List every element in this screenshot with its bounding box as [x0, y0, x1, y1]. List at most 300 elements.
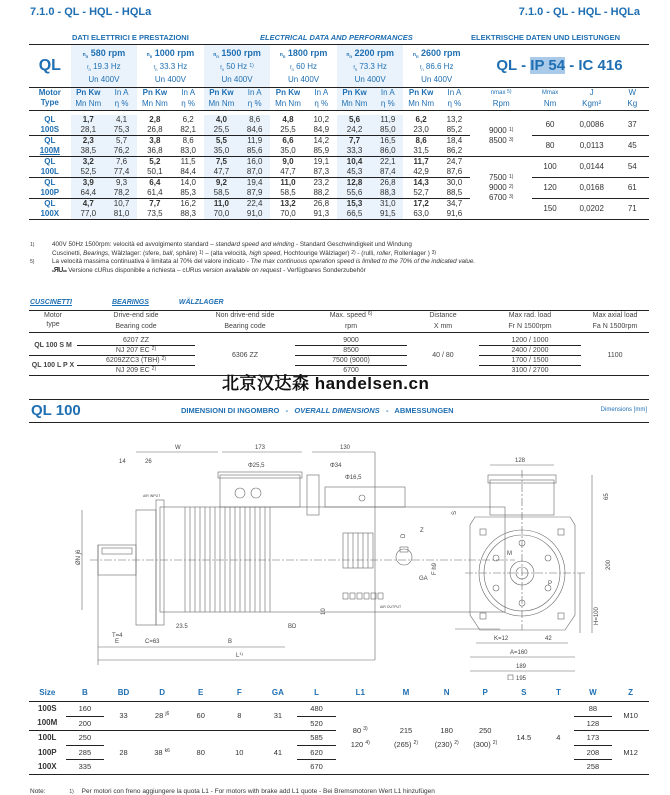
ga-cell: 41 — [273, 747, 283, 757]
in-value: 26,8 — [313, 199, 330, 208]
label-10: 10 — [321, 608, 327, 615]
b-cell: 285 — [66, 745, 105, 760]
bearings-heading-en: BEARINGS — [111, 299, 149, 306]
bearings-headings — [30, 299, 224, 306]
bearing-row — [29, 356, 649, 366]
dimensions-unit: Dimensions [mm] — [600, 407, 647, 413]
electrical-row — [29, 178, 649, 189]
pn-value: 4,0 — [204, 115, 239, 125]
in-value: 8,6 — [182, 136, 194, 145]
label-200: 200 — [606, 559, 612, 570]
rad-load: 3100 / 2700 — [511, 367, 549, 374]
label-m: M — [507, 551, 512, 557]
footnote-text-de: - Standard Geschwindigkeit und Windung — [294, 241, 412, 248]
col-pn: Pn Kw — [142, 88, 168, 97]
pn-value: 10,4 — [337, 157, 372, 168]
mn-value: 63,0 — [413, 209, 429, 218]
w-cell: 208 — [574, 745, 613, 760]
eta-value: 82,1 — [180, 125, 196, 134]
eta-value: 87,3 — [313, 167, 330, 176]
non-drive-end-code: 6306 ZZ — [231, 352, 259, 359]
tolerance: j6 — [165, 711, 170, 718]
footnote-ref: 3) — [508, 194, 514, 200]
rad-load: 2400 / 2000 — [479, 346, 581, 356]
pn-value: 5,6 — [337, 115, 372, 125]
w-cell: 173 — [574, 731, 613, 746]
m-cell-alt: (265) — [393, 739, 412, 749]
footnote-mark: 5) — [30, 259, 35, 265]
separator: - — [385, 406, 389, 415]
freq-row: $f_n$ 19.3 Hz $f_n$ 33.3 Hz $f_n$ 50 Hz $^{1)}$ $f_n$ 60 Hz $f_n$ 73.3 Hz $f_n$ 86.6 Hz — [29, 62, 649, 75]
bearing-row — [29, 336, 649, 346]
pn-value: 5,5 — [204, 136, 239, 147]
mn-value: 70,0 — [280, 209, 296, 218]
col-eta: η % — [314, 99, 329, 108]
curus-logo-icon: cЯUus — [52, 266, 67, 274]
col-in: In A — [447, 88, 462, 97]
mn-value: 47,7 — [204, 167, 239, 178]
label-ga: GA — [419, 576, 428, 582]
key — [102, 548, 132, 554]
eta-value: 88,2 — [313, 188, 330, 197]
z-cell: M12 — [623, 747, 638, 757]
mn-value: 70,0 — [204, 209, 239, 220]
footnote-ref: 4) — [365, 739, 370, 746]
nmax-rpm: 8500 — [488, 135, 507, 145]
pn-value: 9,2 — [204, 178, 239, 189]
n-cell-alt: (230) — [434, 739, 453, 749]
electrical-heading-de: ELEKTRISCHE DATEN UND LEISTUNGEN — [471, 33, 621, 42]
in-value: 10,2 — [313, 115, 330, 124]
col-pn: Pn Kw — [275, 88, 301, 97]
nmax-value — [470, 183, 532, 193]
max-speed: 7500 (9000) — [295, 356, 407, 366]
col-in: In A — [372, 88, 403, 99]
nmax-rpm: 6700 — [488, 193, 507, 202]
l-cell: 585 — [297, 731, 336, 746]
mn-value: 35,0 — [204, 146, 239, 157]
nmax-rpm: 7500 — [488, 173, 507, 182]
col-t: T — [555, 688, 561, 697]
drive-end-code: NJ 209 EC — [115, 367, 150, 374]
in-value: 10,7 — [106, 199, 137, 210]
in-value: 16,0 — [239, 157, 270, 168]
fn-part: version available on request — [203, 266, 282, 274]
l1-cell: 80 — [352, 726, 362, 736]
motor-size: 100X — [40, 209, 60, 218]
label-p: P — [548, 581, 553, 587]
col-mn: Mn Nm — [275, 99, 301, 108]
col-type: Type — [40, 98, 59, 107]
f-cell: 10 — [235, 747, 244, 757]
speed-freq: 60 Hz — [296, 62, 317, 71]
col-l: L — [314, 688, 319, 697]
axial-load: 1100 — [607, 352, 623, 359]
col-max-speed: Max. speed — [329, 312, 366, 319]
col-in: In A — [181, 88, 196, 97]
bearings-heading-de: WÄLZLAGER — [178, 299, 224, 306]
eta-value: 85,3 — [180, 188, 196, 197]
speed-col-5: $n_n$ 2600 rpm — [412, 48, 461, 59]
e-cell: 80 — [196, 747, 205, 757]
speed-freq: 19.3 Hz — [93, 62, 121, 71]
footnote-1 — [30, 241, 650, 250]
label-130: 130 — [340, 445, 351, 451]
l-cell: 620 — [297, 745, 336, 760]
bd-cell: 28 — [119, 747, 128, 757]
eta-value: 84,4 — [180, 167, 196, 176]
eta-value: 87,0 — [239, 167, 270, 178]
eta-value: 77,4 — [106, 167, 137, 178]
eta-value: 88,5 — [446, 188, 463, 197]
speed-rpm: 1800 rpm — [287, 48, 328, 58]
mn-value: 25,5 — [204, 125, 239, 136]
n-cell: 180 — [440, 726, 453, 736]
speed-rpm: 2600 rpm — [421, 48, 461, 58]
label-bd: BD — [288, 624, 297, 630]
in-value: 19,1 — [313, 157, 330, 166]
vent-slots — [343, 593, 383, 599]
dimensions-heading-de: ABMESSUNGEN — [394, 406, 454, 415]
label-189: 189 — [516, 664, 527, 670]
speed-col-4: $n_n$ 2200 rpm — [337, 45, 404, 63]
z-cell: M10 — [612, 702, 649, 731]
in-value: 14,2 — [313, 136, 330, 145]
label-s: S — [452, 510, 458, 515]
col-xmm: X mm — [433, 322, 453, 330]
size-cell: 100P — [37, 747, 57, 757]
motor-type: QL — [44, 115, 56, 124]
mmax-value: 60 — [532, 115, 567, 136]
b-cell: 335 — [78, 762, 92, 771]
footnote-ref: 1) — [239, 651, 243, 656]
j-value: 0,0086 — [568, 115, 616, 136]
separator: - — [285, 406, 289, 415]
pn-value: 15,3 — [337, 199, 372, 210]
in-value: 7,6 — [106, 157, 137, 168]
mn-value: 77,0 — [71, 209, 106, 220]
j-value: 0,0202 — [568, 199, 616, 220]
col-w: W — [628, 88, 637, 97]
col-non-drive-end: Non drive-end side — [215, 312, 275, 319]
speed-voltage: Un 400V — [154, 75, 187, 84]
label-65: 65 — [604, 493, 610, 500]
label-195: 195 — [516, 676, 527, 680]
col-bearing-code: Bearing code — [115, 322, 157, 330]
eta-value: 87,4 — [372, 167, 403, 178]
eta-value: 91,6 — [446, 209, 463, 218]
footnote-5 — [30, 258, 650, 267]
pn-value: 5,2 — [149, 157, 161, 166]
label-26: 26 — [145, 459, 152, 465]
footnote-ref: 2) — [508, 184, 514, 190]
pn-value: 6,4 — [149, 178, 161, 187]
col-kgm2: Kgm² — [582, 99, 602, 108]
mn-value: 26,8 — [147, 125, 163, 134]
footnote-ref: 2) — [151, 366, 157, 372]
in-value: 34,7 — [446, 199, 463, 208]
w-cell: 258 — [586, 762, 600, 771]
size-cell: 100M — [29, 716, 66, 731]
col-mn: Mn Nm — [204, 98, 239, 111]
label-n: ØN j6 — [76, 549, 82, 565]
shaft-section — [396, 549, 412, 565]
eta-value: 91,5 — [372, 209, 403, 220]
j-value: 0,0113 — [568, 136, 616, 157]
footnote-ref: 2) — [161, 356, 167, 362]
col-mn: Mn Nm — [141, 99, 168, 108]
col-z: Z — [628, 688, 634, 697]
col-eta: η % — [181, 99, 196, 108]
col-eta: η % — [447, 99, 462, 108]
footnote-ref: 5) — [507, 89, 512, 95]
label-b: B — [228, 639, 233, 645]
eta-value: 85,2 — [446, 125, 463, 134]
col-eta: η % — [106, 98, 137, 111]
col-nmax: nmax — [490, 90, 506, 96]
pn-value: 12,8 — [337, 178, 372, 189]
w-cell: 88 — [574, 702, 613, 717]
electrical-row — [29, 157, 649, 168]
mn-value: 55,6 — [337, 188, 372, 199]
in-value: 4,1 — [106, 115, 137, 125]
fn-part: , sphäre) — [172, 249, 200, 257]
protection-ip: IP 54 — [530, 57, 566, 74]
col-pn: Pn Kw — [408, 88, 434, 97]
fn-part: ball — [162, 249, 173, 257]
nmax-value — [470, 126, 532, 136]
mn-value: 52,5 — [71, 167, 106, 178]
fn-part: high speed — [249, 249, 281, 257]
electrical-heading-en: ELECTRICAL DATA AND PERFORMANCES — [260, 33, 413, 42]
bearings-heading-it: CUSCINETTI — [30, 299, 72, 306]
in-value: 30,0 — [446, 178, 463, 187]
in-value: 16,2 — [180, 199, 196, 208]
speed-voltage: Un 400V — [288, 75, 320, 84]
in-value: 6,2 — [182, 115, 194, 124]
footnote-ref: 2) — [454, 739, 459, 746]
nmax-value — [470, 193, 532, 203]
pn-value: 9,0 — [282, 157, 294, 166]
motor-type: QL — [44, 157, 56, 166]
pn-value: 1,7 — [71, 115, 106, 125]
mn-value: 58,5 — [204, 188, 239, 199]
footnote-ref: 2) — [413, 739, 418, 746]
eta-value: 84,9 — [313, 125, 330, 134]
label-l: L — [236, 653, 240, 659]
footnote-ref: 1) — [199, 249, 204, 256]
mn-value: 38,5 — [71, 146, 106, 157]
j-value: 0,0168 — [568, 178, 616, 199]
pn-value: 11,0 — [280, 178, 296, 187]
in-value: 22,4 — [239, 199, 270, 210]
label-173: 173 — [255, 445, 266, 451]
nmax-value — [470, 173, 532, 183]
footnote-ref: 3) — [431, 249, 437, 256]
motor-type: QL — [44, 178, 56, 187]
dimensions-heading-it: DIMENSIONI DI INGOMBRO — [181, 406, 280, 415]
drive-end-code: NJ 207 EC — [115, 347, 150, 354]
cooling-fins — [185, 507, 270, 612]
col-in: In A — [239, 88, 270, 99]
footnote-ref: 2) — [351, 249, 356, 256]
l1-cell: 120 — [350, 739, 364, 749]
col-fr: Fr N 1500rpm — [508, 322, 552, 330]
speed-freq: 33.3 Hz — [159, 62, 188, 71]
footnote-text-en: The max continuous operation speed is limited to the 70% of the indicated value. — [250, 258, 476, 265]
dim-row — [29, 702, 649, 717]
w-value: 37 — [616, 115, 649, 136]
col-mn: Mn Nm — [337, 98, 372, 111]
pn-value: 2,3 — [71, 136, 106, 147]
pn-value: 7,7 — [337, 136, 372, 147]
motor-size: 100M — [39, 146, 60, 155]
mn-value: 33,3 — [337, 146, 372, 157]
size-cell: 100S — [37, 704, 57, 714]
nmax-value — [470, 136, 532, 146]
pn-value: 14,3 — [413, 178, 429, 187]
mmax-value: 80 — [532, 136, 567, 157]
j-value: 0,0144 — [568, 157, 616, 178]
motor-body — [160, 507, 505, 612]
model-title: QL 100 — [31, 402, 81, 419]
in-value: 18,4 — [446, 136, 463, 145]
col-pn: Pn Kw — [337, 88, 372, 99]
mn-value: 47,7 — [280, 167, 296, 176]
protection-class — [470, 45, 649, 88]
motor-size: 100S — [40, 125, 60, 134]
in-value: 9,3 — [106, 178, 137, 189]
footnotes — [30, 241, 650, 275]
col-distance: Distance — [429, 312, 457, 319]
fn-part: - (rulli, — [355, 249, 377, 257]
eta-value: 87,9 — [239, 188, 270, 199]
series-label: QL — [38, 57, 61, 74]
e-cell: 60 — [196, 711, 205, 721]
b-cell: 250 — [66, 731, 105, 746]
bearings-header-2 — [29, 320, 649, 333]
label-e: E — [115, 639, 120, 645]
mn-value: 36,8 — [147, 146, 163, 155]
ga-cell: 31 — [273, 711, 283, 721]
label-k: K=12 — [494, 636, 509, 642]
note-text: Per motori con freno aggiungere la quota L1 - For motors with brake add L1 quote - Bei Bremsmotoren Wert L1 hinzufügen — [81, 788, 435, 795]
in-value: 13,2 — [446, 115, 463, 124]
pn-value: 6,2 — [415, 115, 427, 124]
mn-value: 45,3 — [337, 167, 372, 178]
col-ga: GA — [271, 688, 284, 697]
col-in: In A — [106, 88, 137, 99]
speed-voltage: Un 400V — [421, 75, 453, 84]
label-d: D — [401, 533, 407, 538]
speed-voltage: Un 400V — [337, 75, 404, 88]
col-in: In A — [314, 88, 329, 97]
speed-col-3: $n_n$ 1800 rpm — [279, 48, 328, 59]
col-rpm: Rpm — [492, 99, 510, 108]
w-value: 71 — [616, 199, 649, 220]
speed-col-1: $n_n$ 1000 rpm — [146, 48, 195, 59]
pn-value: 17,2 — [413, 199, 429, 208]
footnote-ref: 2) — [492, 739, 498, 746]
col-w: W — [589, 688, 597, 697]
speed-freq: 86.6 Hz — [425, 62, 454, 71]
dimensions-heading-en: OVERALL DIMENSIONS — [294, 406, 380, 415]
label-phi16-5: Φ16,5 — [345, 475, 362, 481]
label-phi25-5: Φ25,5 — [248, 463, 265, 469]
col-size: Size — [39, 688, 56, 697]
fn-part: , Wälzlager: (sfere, — [108, 249, 163, 257]
col-kg: Kg — [627, 99, 638, 108]
label-t: T=4 — [112, 633, 123, 639]
label-air-input: AIR INPUT — [143, 494, 161, 498]
column-header-row-1 — [29, 88, 649, 99]
w-cell: 128 — [574, 716, 613, 731]
electrical-table — [29, 44, 649, 220]
speed-rpm: 580 rpm — [90, 48, 126, 58]
motor-size: 100P — [40, 188, 60, 197]
nmax-rpm: 9000 — [488, 183, 507, 192]
in-value: 31,0 — [372, 199, 403, 210]
p-cell-alt: (300) — [473, 739, 491, 749]
footnote-ref: 1) — [249, 63, 254, 69]
label-phi34: Φ34 — [330, 463, 342, 469]
pn-value: 11,0 — [204, 199, 239, 210]
nmax-rpm: 9000 — [488, 125, 507, 135]
in-value: 8,6 — [239, 115, 270, 125]
in-value: 16,5 — [372, 136, 403, 147]
w-value: 45 — [616, 136, 649, 157]
m-cell: 215 — [399, 726, 413, 736]
eta-value: 91,0 — [239, 209, 270, 220]
technical-drawing — [0, 425, 670, 680]
pn-value: 2,8 — [149, 115, 161, 124]
l-cell: 520 — [297, 716, 336, 731]
bearing-motor-type: QL 100 L P X — [31, 362, 75, 369]
eta-value: 86,2 — [446, 146, 463, 155]
fn-part: , Rollenlager ) — [390, 249, 432, 257]
mn-value: 66,5 — [337, 209, 372, 220]
col-n: N — [443, 688, 450, 697]
col-fa: Fa N 1500rpm — [592, 322, 638, 330]
fn-part: – (alta velocità, — [203, 249, 250, 257]
size-cell: 100L — [38, 733, 57, 743]
mn-value: 31,5 — [413, 146, 429, 155]
w-value: 54 — [616, 157, 649, 178]
shaft — [98, 545, 136, 575]
col-bd: BD — [117, 688, 130, 697]
in-value: 11,9 — [372, 115, 403, 125]
eta-value: 78,2 — [106, 188, 137, 199]
pn-value: 13,2 — [280, 199, 296, 208]
col-eta: η % — [239, 98, 270, 111]
col-mmax: Mmax — [541, 90, 559, 96]
pn-value: 3,8 — [149, 136, 161, 145]
mn-value: 42,9 — [413, 167, 429, 176]
label-128: 128 — [515, 458, 526, 464]
distance: 40 / 80 — [432, 352, 454, 359]
speed-voltage: Un 400V — [71, 75, 138, 88]
pn-value: 6,6 — [282, 136, 294, 145]
label-42: 42 — [545, 636, 552, 642]
d-cell: 28 — [154, 711, 164, 721]
column-header-row-2 — [29, 98, 649, 111]
protection-suffix: - IC 416 — [565, 57, 623, 74]
section-code-left: 7.1.0 - QL - HQL - HQLa — [30, 6, 152, 18]
bd-cell: 33 — [119, 711, 128, 721]
note-label: Note: — [30, 788, 46, 795]
label-air-output: AIR OUTPUT — [380, 605, 402, 609]
drive-end-code: 6207 ZZ — [122, 337, 150, 344]
